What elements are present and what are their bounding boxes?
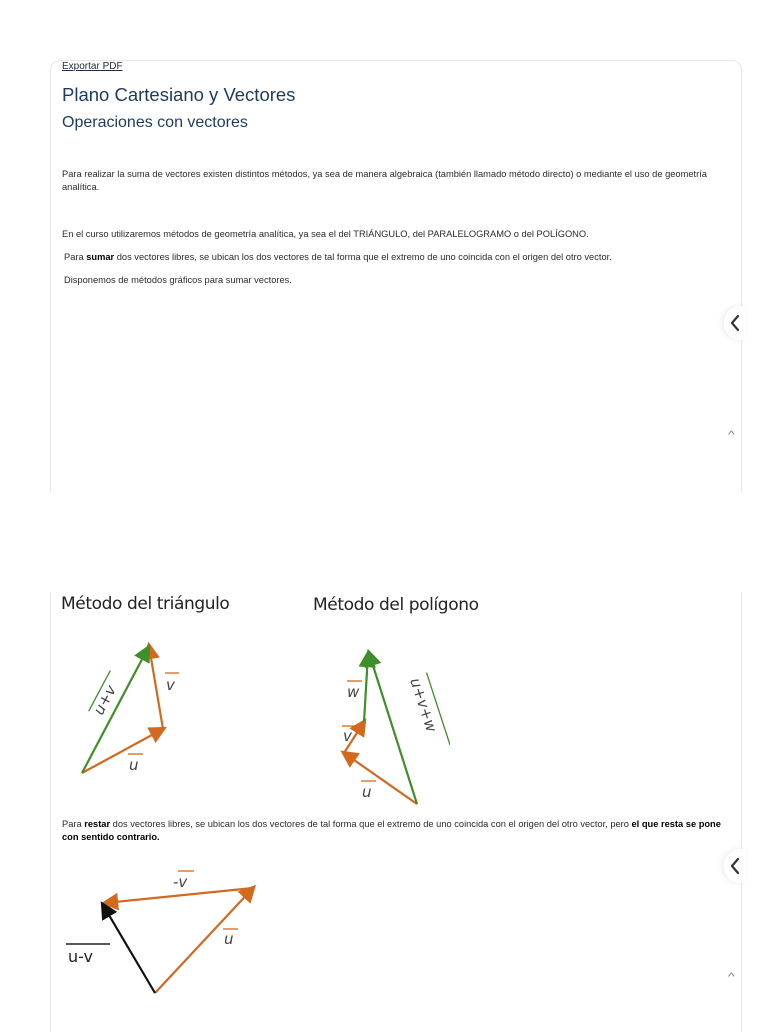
vector-v (149, 646, 163, 729)
sub-bold-restar: restar (84, 819, 111, 829)
sub-text-mid: dos vectores libres, se ubican los dos vectores de tal forma que el extremo de uno coincida con el origen del otro vector, pero (110, 819, 632, 829)
page-subtitle: Operaciones con vectores (62, 114, 248, 131)
collapse-panel-button-2[interactable] (724, 849, 746, 883)
polygon-method-title: Método del polígono (313, 595, 479, 615)
label-neg-v-text: -v (173, 873, 188, 891)
label-v-polygon-text: v (343, 727, 352, 745)
label-u-plus-v (89, 671, 126, 720)
paragraph-subtraction-definition (62, 818, 737, 843)
sum-text-pre: Para (64, 252, 87, 262)
label-u-plus-v-plus-w (406, 673, 450, 752)
export-pdf-link[interactable]: Exportar PDF (62, 61, 123, 72)
label-neg-v (173, 871, 194, 891)
label-u (128, 754, 143, 774)
label-u-polygon-text: u (362, 783, 372, 801)
caret-up-icon[interactable]: ^ (728, 430, 735, 441)
triangle-method-title: Método del triángulo (61, 594, 230, 614)
vector-w-polygon (364, 654, 368, 722)
label-u-minus-v (66, 944, 110, 966)
label-sum-polygon-text: u+v+w (406, 675, 441, 735)
vector-u-polygon (344, 753, 417, 804)
polygon-method-diagram (330, 640, 450, 815)
paragraph-graphic-methods: Disponemos de métodos gráficos para sumar vectores. (64, 275, 292, 285)
label-v-polygon (342, 726, 356, 745)
chevron-left-icon (729, 857, 741, 875)
vector-u-sub (155, 888, 253, 993)
paragraph-course-methods: En el curso utilizaremos métodos de geometría analítica, ya sea el del TRIÁNGULO, del PARALELOGRAMO o del POLÍGONO. (62, 229, 589, 239)
label-u-polygon (361, 781, 376, 801)
triangle-method-diagram (60, 630, 200, 790)
label-v-text: v (166, 676, 175, 694)
subtraction-diagram (60, 862, 270, 1002)
label-u-sub-text: u (224, 930, 234, 948)
paragraph-sum-definition (64, 251, 739, 264)
vector-u-minus-v (103, 905, 155, 993)
label-w-text: w (347, 683, 360, 701)
sum-bold-word: sumar (86, 252, 115, 262)
paragraph-methods-intro: Para realizar la suma de vectores existen distintos métodos, ya sea de manera algebraica (también llamado método directo) o mediante el uso de geometría analítica. (62, 169, 707, 192)
label-v (165, 673, 179, 694)
label-w-polygon (347, 681, 362, 701)
label-u-sub (223, 929, 238, 948)
sub-bold-contrary: el que resta se pone con sentido contrario. (62, 819, 721, 842)
label-u-text: u (129, 756, 139, 774)
sum-text-post: dos vectores libres, se ubican los dos vectores de tal forma que el extremo de uno coincida con el origen del otro vector. (114, 252, 612, 262)
page-title: Plano Cartesiano y Vectores (62, 84, 296, 105)
collapse-panel-button[interactable] (724, 306, 746, 340)
label-sum-text: u+v (89, 682, 121, 718)
label-diff-text: u-v (68, 947, 93, 966)
sub-text-pre: Para (62, 819, 85, 829)
vector-sum-polygon (369, 653, 417, 804)
chevron-left-icon (729, 314, 741, 332)
caret-up-icon[interactable]: ^ (728, 972, 735, 983)
